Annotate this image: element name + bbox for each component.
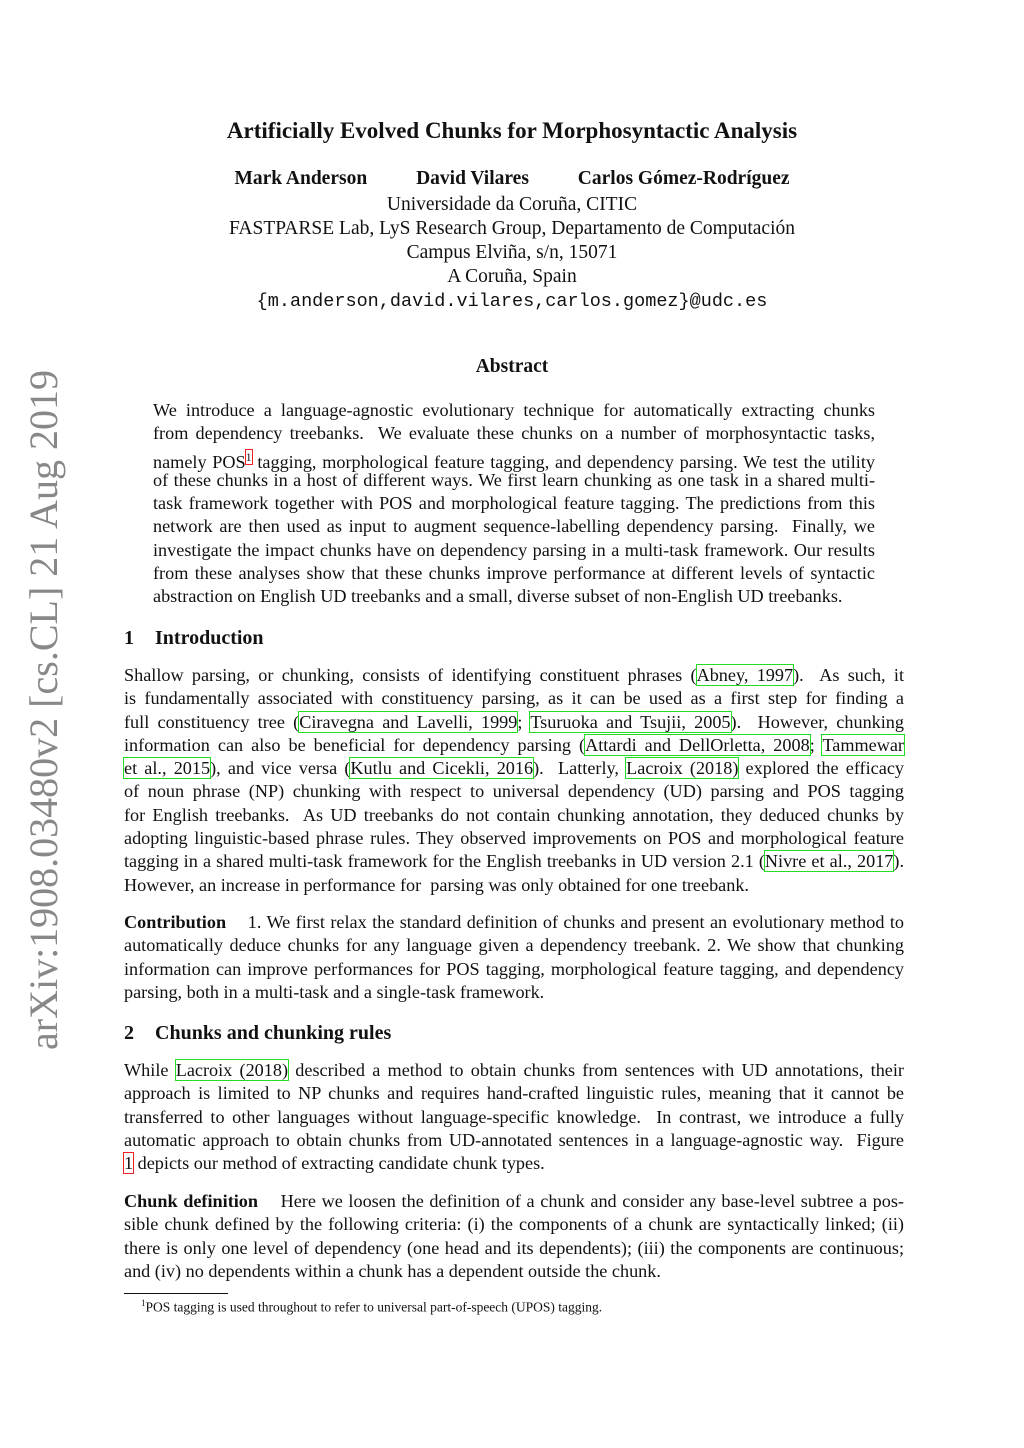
contribution-paragraph: [124, 911, 904, 1004]
affiliation: FASTPARSE Lab, LyS Research Group, Departamento de Computación: [229, 218, 795, 239]
text-run: parsing, both in a multi-task and a single-task framework.: [124, 981, 545, 1002]
text-run: We introduce a language-agnostic evolutionary technique for automatically extracting chunks: [153, 400, 875, 420]
text-run: depicts our method of extracting candidate chunk types.: [133, 1153, 545, 1174]
text-run: explored the efficacy: [738, 758, 904, 779]
text-run: automatic approach to obtain chunks from UD-annotated sentences in a language-agnostic way. Figure: [124, 1129, 904, 1150]
citation-link[interactable]: Lacroix (2018): [626, 758, 739, 779]
arxiv-stamp: arXiv:1908.03480v2 [cs.CL] 21 Aug 2019: [21, 370, 66, 1050]
text-line: [153, 539, 875, 562]
section-title: Introduction: [155, 627, 264, 649]
text-line: [153, 446, 875, 472]
email: {m.anderson,david.vilares,carlos.gomez}@udc.es: [256, 291, 768, 312]
paragraph-heading: Chunk definition: [124, 1191, 281, 1211]
text-run: namely POS: [153, 451, 246, 472]
text-run: adopting linguistic-based phrase rules. They observed improvements on POS and morphological feature: [124, 828, 904, 849]
text-line: [124, 934, 904, 957]
citation-link[interactable]: Lacroix (2018): [175, 1060, 289, 1080]
text-run: investigate the impact chunks have on dependency parsing in a multi-task framework. Our results: [153, 539, 875, 560]
affiliation: Universidade da Coruña, CITIC: [386, 194, 638, 215]
text-run: ). However, chunking: [730, 711, 904, 732]
text-run: task framework together with POS and morphological feature tagging. The predictions from this: [153, 493, 875, 514]
citation-link[interactable]: Nivre et al., 2017: [764, 851, 894, 872]
text-line: [124, 780, 904, 803]
text-run: ).: [893, 851, 904, 872]
text-run: However, an increase in performance for parsing was only obtained for one treebank.: [124, 874, 749, 895]
text-line: [124, 1190, 904, 1213]
text-run: network are then used as input to augment sequence-labelling dependency parsing. Finally, we: [153, 516, 875, 537]
citation-link[interactable]: Tammewar: [822, 734, 904, 755]
text-run: from these analyses show that these chunks improve performance at different levels of syntactic: [153, 563, 875, 584]
authors: [0, 168, 1024, 190]
text-run: information can improve performances for POS tagging, morphological feature tagging, and dependency: [124, 958, 904, 979]
text-line: [153, 422, 875, 445]
text-run: and (iv) no dependents within a chunk has a dependent outside the chunk.: [124, 1260, 661, 1281]
text-run: of these chunks in a host of different ways. We first learn chunking as one task in a shared multi-: [153, 469, 875, 490]
text-run: ;: [809, 734, 823, 755]
paragraph-heading: Contribution: [124, 912, 248, 932]
text-run: is fundamentally associated with constituency parsing, as it can be used as a first step for finding a: [124, 688, 904, 709]
citation-link[interactable]: et al., 2015: [124, 758, 211, 779]
author: Mark Anderson: [234, 168, 368, 189]
footnote-rule: [124, 1293, 228, 1294]
text-line: [124, 804, 904, 827]
text-run: full constituency tree (: [124, 711, 300, 732]
text-run: ). Latterly,: [533, 758, 627, 779]
text-line: [153, 399, 875, 422]
text-run: While: [124, 1060, 176, 1080]
affiliation: A Coruña, Spain: [447, 266, 577, 287]
citation-link[interactable]: Tsuruoka and Tsujii, 2005: [530, 711, 731, 732]
author: David Vilares: [416, 168, 529, 189]
text-run: from dependency treebanks. We evaluate these chunks on a number of morphosyntactic tasks,: [153, 423, 875, 444]
footnote: [141, 1298, 602, 1316]
citation-link[interactable]: Ciravegna and Lavelli, 1999: [299, 711, 518, 732]
text-line: [124, 958, 904, 981]
abstract-heading: Abstract: [475, 356, 549, 377]
text-line: [124, 850, 904, 873]
chunks-paragraph: [124, 1059, 904, 1175]
text-run: of noun phrase (NP) chunking with respect to universal dependency (UD) parsing and POS tagging: [124, 781, 904, 802]
section-heading: [124, 627, 264, 650]
text-line: [153, 492, 875, 515]
text-line: [124, 1237, 904, 1260]
author: Carlos Gómez-Rodríguez: [577, 168, 790, 189]
footnote-link[interactable]: 1: [245, 449, 252, 464]
text-line: [124, 757, 904, 780]
text-run: approach is limited to NP chunks and requires hand-crafted linguistic rules, meaning that it cannot be: [124, 1083, 904, 1104]
text-line: [124, 1260, 904, 1283]
text-line: [124, 874, 904, 897]
affiliation: Campus Elviña, s/n, 15071: [406, 242, 618, 263]
text-line: [124, 1082, 904, 1105]
text-run: ), and vice versa (: [210, 758, 351, 779]
text-run: there is only one level of dependency (one head and its dependents); (iii) the components are continuous;: [124, 1237, 904, 1258]
text-line: [153, 585, 875, 608]
text-line: [124, 981, 904, 1004]
citation-link[interactable]: Attardi and DellOrletta, 2008: [585, 734, 810, 755]
text-run: ). As such, it: [793, 665, 904, 685]
footnote-text: POS tagging is used throughout to refer to universal part-of-speech (UPOS) tagging.: [145, 1299, 603, 1315]
text-run: 1. We first relax the standard definition of chunks and present an evolutionary method to: [247, 912, 904, 932]
text-run: information can also be beneficial for dependency parsing (: [124, 734, 586, 755]
text-line: [124, 687, 904, 710]
text-run: automatically deduce chunks for any language given a dependency treebank. 2. We show that chunking: [124, 935, 904, 956]
text-run: described a method to obtain chunks from sentences with UD annotations, their: [288, 1060, 904, 1080]
text-line: [153, 515, 875, 538]
text-line: [124, 711, 904, 734]
text-line: [124, 664, 904, 687]
section-title: Chunks and chunking rules: [155, 1022, 392, 1044]
text-line: [124, 1152, 904, 1175]
intro-paragraph: [124, 664, 904, 897]
text-line: [124, 1059, 904, 1082]
text-line: [124, 1213, 904, 1236]
figure-link[interactable]: 1: [124, 1153, 134, 1174]
citation-link[interactable]: Abney, 1997: [696, 665, 794, 685]
text-line: [124, 827, 904, 850]
text-line: [124, 1129, 904, 1152]
text-run: tagging in a shared multi-task framework for the English treebanks in UD version 2.1 (: [124, 851, 765, 872]
text-run: Shallow parsing, or chunking, consists of identifying constituent phrases (: [124, 665, 697, 685]
section-number: 1: [124, 627, 134, 649]
text-run: transferred to other languages without language-specific knowledge. In contrast, we introduce a fully: [124, 1106, 904, 1127]
paper-title: Artificially Evolved Chunks for Morphosyntactic Analysis: [226, 118, 798, 143]
text-line: [124, 1106, 904, 1129]
text-line: [153, 469, 875, 492]
text-run: sible chunk defined by the following criteria: (i) the components of a chunk are syntactically linked; (ii): [124, 1214, 904, 1235]
text-run: ;: [517, 711, 531, 732]
abstract-body: [153, 399, 875, 609]
citation-link[interactable]: Kutlu and Cicekli, 2016: [350, 758, 534, 779]
text-run: Here we loosen the definition of a chunk and consider any base-level subtree a pos-: [280, 1191, 904, 1211]
chunk-definition-paragraph: [124, 1190, 904, 1283]
text-run: for English treebanks. As UD treebanks do not contain chunking annotation, they deduced chunks by: [124, 804, 904, 825]
text-line: [124, 734, 904, 757]
section-number: 2: [124, 1022, 134, 1044]
text-run: abstraction on English UD treebanks and a small, diverse subset of non-English UD treebanks.: [153, 586, 843, 607]
text-line: [124, 911, 904, 934]
footnote-mark: 1: [141, 1298, 146, 1308]
section-heading: [124, 1022, 391, 1045]
text-run: tagging, morphological feature tagging, and dependency parsing. We test the utility: [251, 451, 875, 472]
text-line: [153, 562, 875, 585]
